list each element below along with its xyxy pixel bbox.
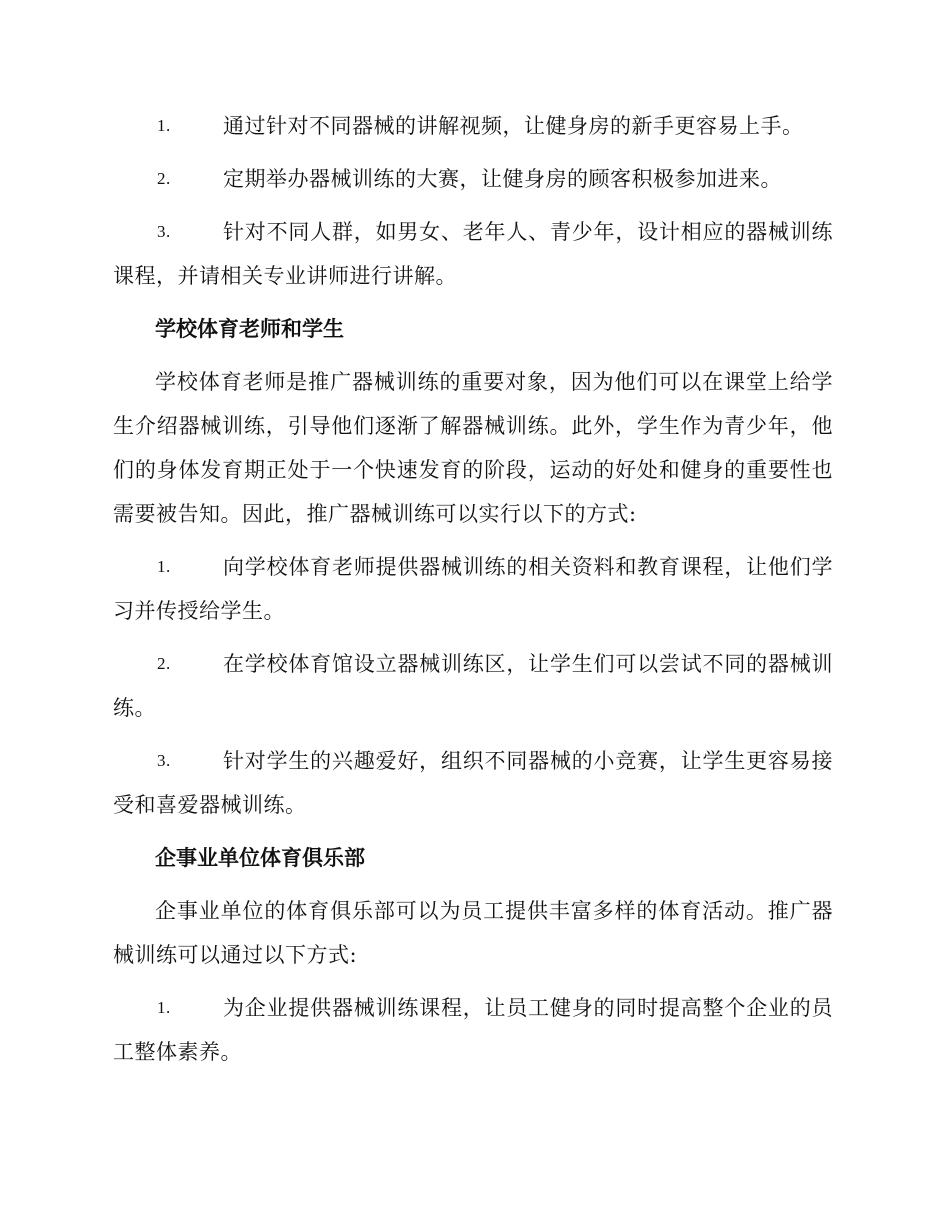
list-item-text: 向学校体育老师提供器械训练的相关资料和教育课程，让他们学习并传授给学生。 <box>113 555 833 623</box>
list-number: 3. <box>157 751 171 770</box>
section-heading-enterprise: 企事业单位体育俱乐部 <box>155 846 365 870</box>
list-number: 2. <box>157 169 171 188</box>
list-item <box>113 545 833 633</box>
section-paragraph-enterprise: 企事业单位的体育俱乐部可以为员工提供丰富多样的体育活动。推广器械训练可以通过以下方式: <box>113 899 833 967</box>
list-item-text: 针对学生的兴趣爱好，组织不同器械的小竞赛，让学生更容易接受和喜爱器械训练。 <box>113 749 833 817</box>
list-number: 2. <box>157 654 171 673</box>
list-item <box>113 104 833 148</box>
section-paragraph-school: 学校体育老师是推广器械训练的重要对象，因为他们可以在课堂上给学生介绍器械训练，引导他们逐渐了解器械训练。此外，学生作为青少年，他们的身体发育期正处于一个快速发育的阶段，运动的好处和健身的重要性也需要被告知。因此，推广器械训练可以实行以下的方式: <box>113 370 833 526</box>
list-item-text: 通过针对不同器械的讲解视频，让健身房的新手更容易上手。 <box>223 114 804 138</box>
document-body <box>113 104 833 1083</box>
list-number: 1. <box>157 998 171 1017</box>
list-item <box>113 157 833 201</box>
list-item <box>113 210 833 298</box>
list-item <box>113 642 833 730</box>
section-heading-school: 学校体育老师和学生 <box>155 317 344 341</box>
list-item-text: 为企业提供器械训练课程，让员工健身的同时提高整个企业的员工整体素养。 <box>113 996 833 1064</box>
list-number: 3. <box>157 222 171 241</box>
list-item-text: 定期举办器械训练的大赛，让健身房的顾客积极参加进来。 <box>223 167 782 191</box>
list-item-text: 在学校体育馆设立器械训练区，让学生们可以尝试不同的器械训练。 <box>113 652 833 720</box>
list-number: 1. <box>157 116 171 135</box>
list-item <box>113 739 833 827</box>
list-number: 1. <box>157 557 171 576</box>
list-item <box>113 986 833 1074</box>
list-item-text: 针对不同人群，如男女、老年人、青少年，设计相应的器械训练课程，并请相关专业讲师进行讲解。 <box>113 220 833 288</box>
